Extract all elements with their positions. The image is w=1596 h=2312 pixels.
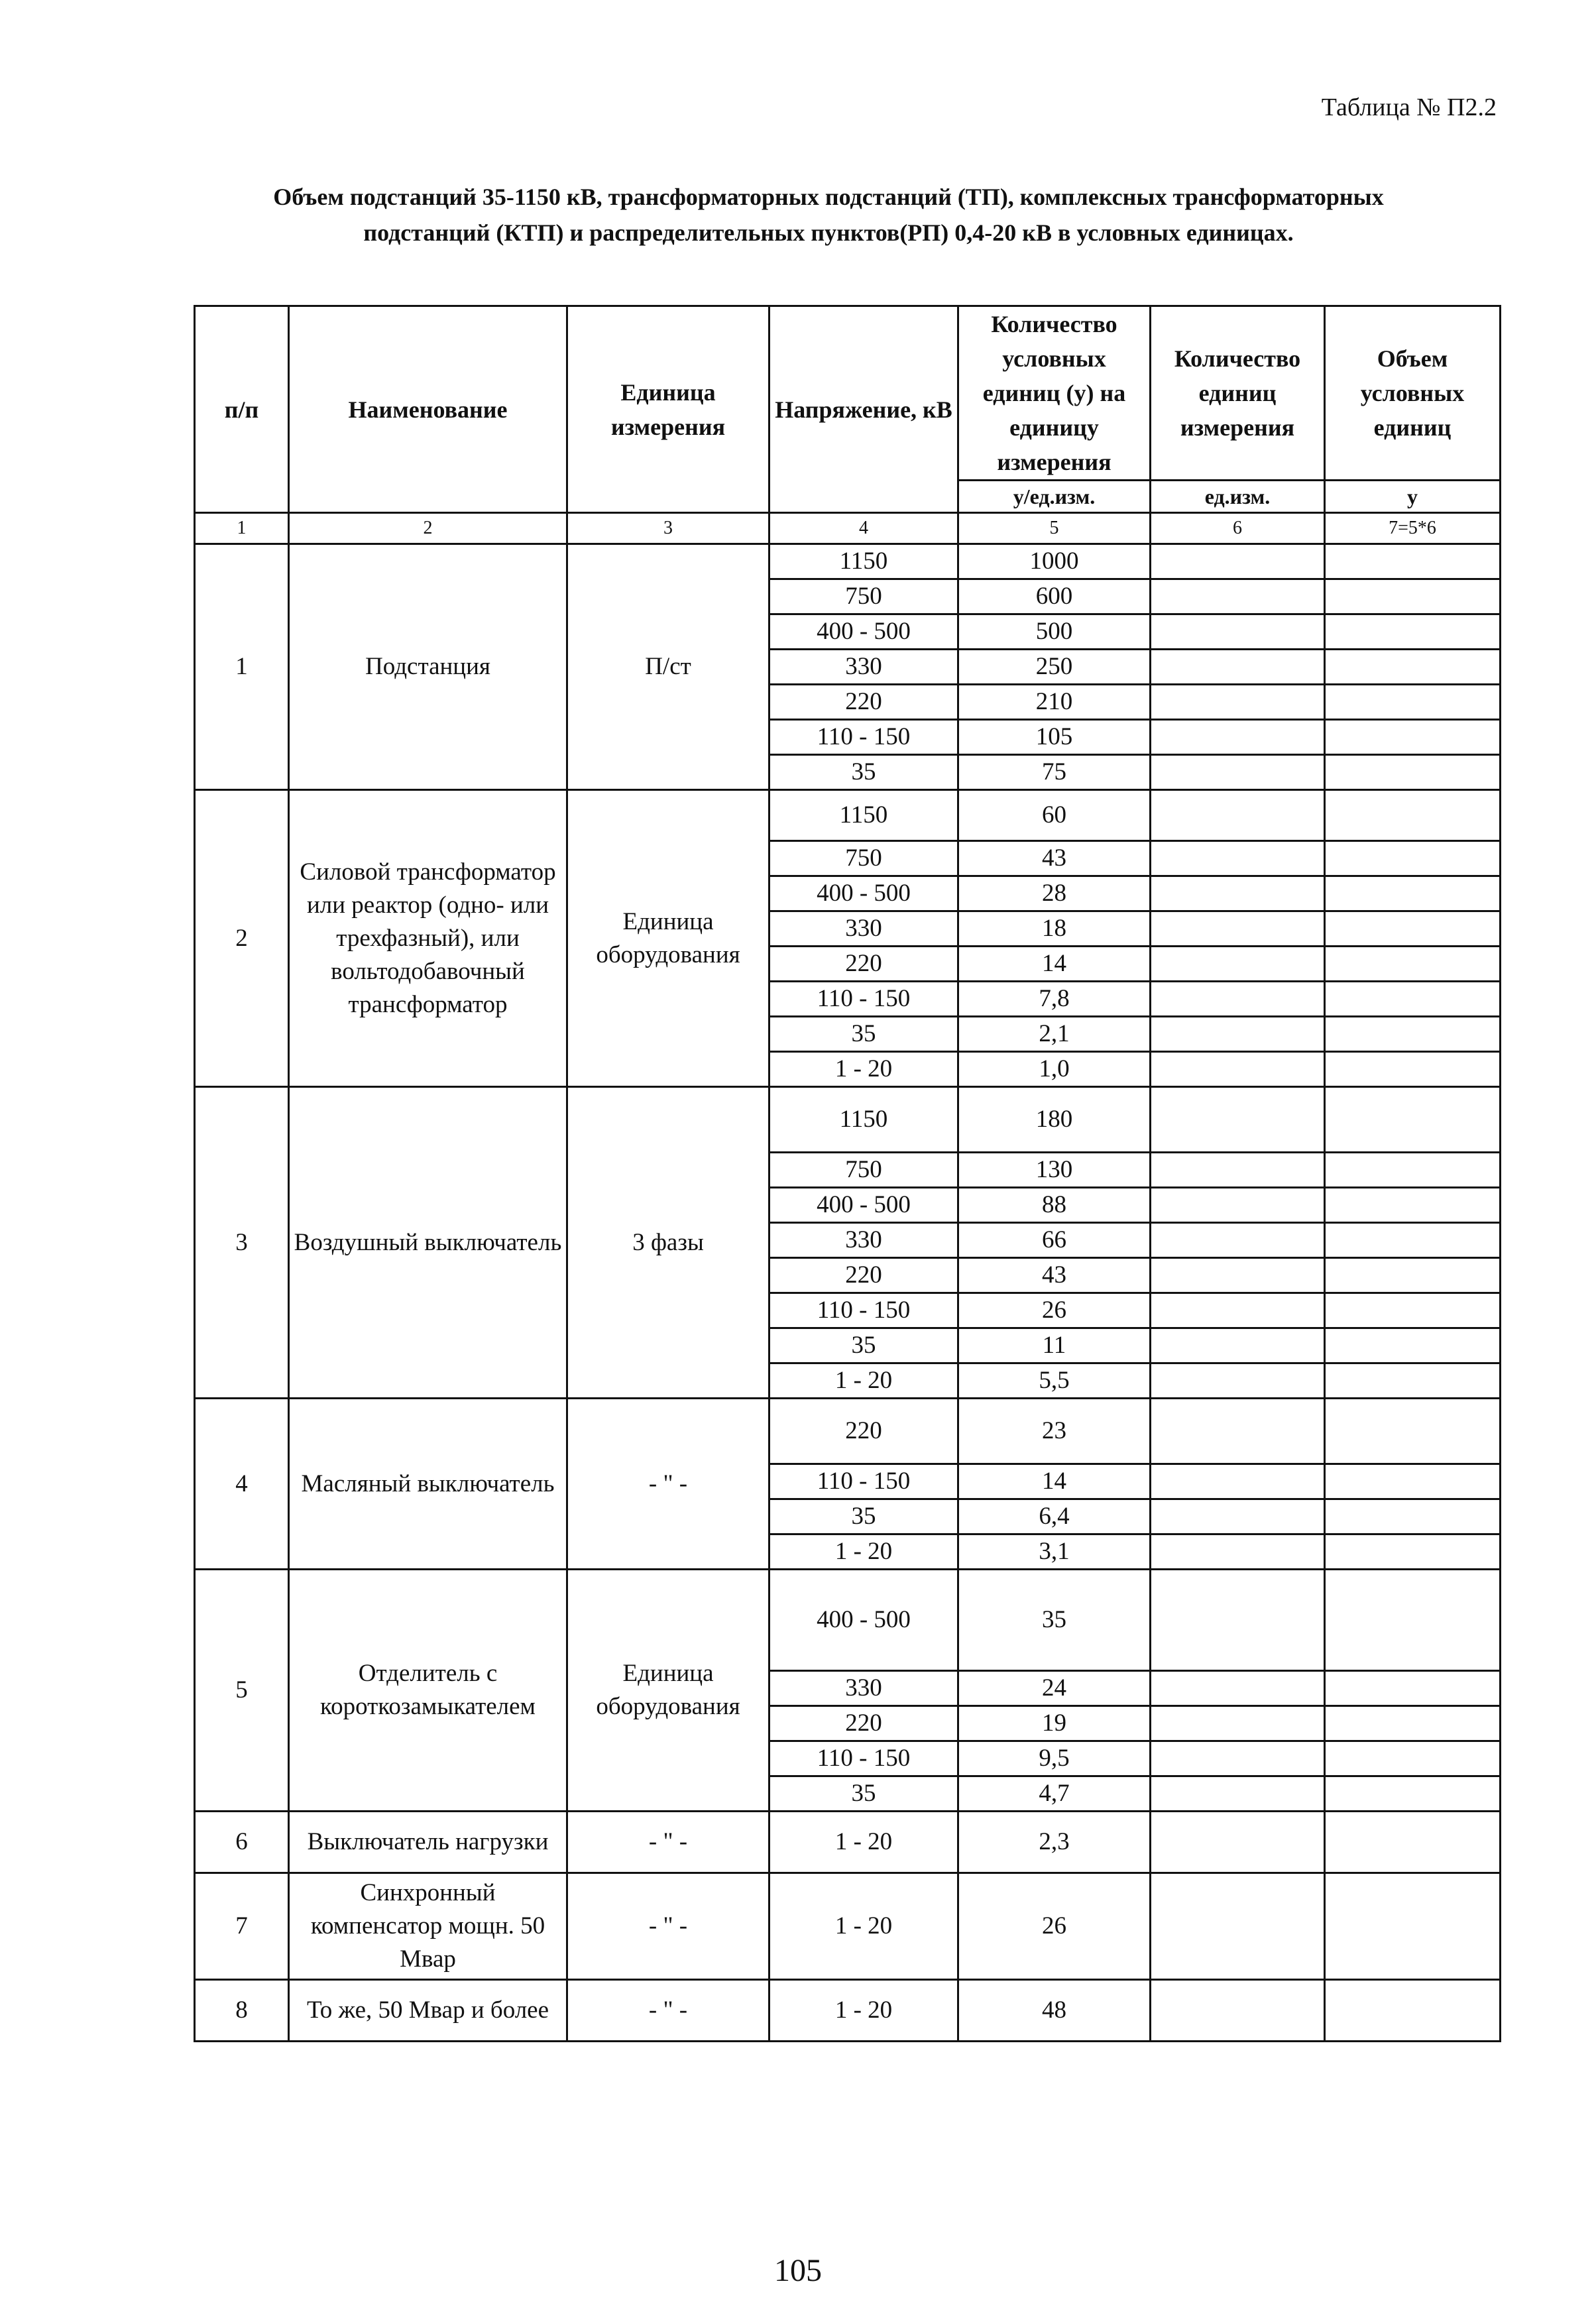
- volume-cell: [1325, 1293, 1501, 1328]
- count-cell: [1151, 1363, 1325, 1399]
- count-cell: [1151, 876, 1325, 911]
- volume-cell: [1325, 1464, 1501, 1499]
- volume-cell: [1325, 1363, 1501, 1399]
- count-cell: [1151, 1328, 1325, 1363]
- voltage-cell: 220: [770, 1258, 958, 1293]
- column-number: 5: [958, 513, 1151, 544]
- units-cell: 2,3: [958, 1812, 1151, 1873]
- count-cell: [1151, 1776, 1325, 1812]
- count-cell: [1151, 947, 1325, 982]
- volume-cell: [1325, 1873, 1501, 1980]
- voltage-cell: 35: [770, 1499, 958, 1534]
- units-cell: 250: [958, 650, 1151, 685]
- volume-cell: [1325, 579, 1501, 614]
- count-cell: [1151, 1017, 1325, 1052]
- units-cell: 5,5: [958, 1363, 1151, 1399]
- units-cell: 19: [958, 1706, 1151, 1741]
- subheader-units-per-measure: у/ед.изм.: [958, 481, 1151, 513]
- header-num: п/п: [195, 306, 289, 513]
- units-cell: 75: [958, 755, 1151, 790]
- voltage-cell: 35: [770, 1776, 958, 1812]
- header-voltage: Напряжение, кВ: [770, 306, 958, 513]
- voltage-cell: 220: [770, 1706, 958, 1741]
- volume-cell: [1325, 1671, 1501, 1706]
- voltage-cell: 1150: [770, 544, 958, 579]
- volume-cell: [1325, 1570, 1501, 1671]
- units-cell: 500: [958, 614, 1151, 650]
- row-unit: - " -: [567, 1399, 770, 1570]
- voltage-cell: 330: [770, 650, 958, 685]
- count-cell: [1151, 1570, 1325, 1671]
- volume-cell: [1325, 1223, 1501, 1258]
- units-cell: 6,4: [958, 1499, 1151, 1534]
- row-unit: - " -: [567, 1873, 770, 1980]
- voltage-cell: 330: [770, 911, 958, 947]
- count-cell: [1151, 1153, 1325, 1188]
- count-cell: [1151, 1706, 1325, 1741]
- volume-cell: [1325, 650, 1501, 685]
- row-name: Подстанция: [289, 544, 567, 790]
- count-cell: [1151, 1293, 1325, 1328]
- count-cell: [1151, 1464, 1325, 1499]
- count-cell: [1151, 1188, 1325, 1223]
- voltage-cell: 400 - 500: [770, 876, 958, 911]
- volume-cell: [1325, 720, 1501, 755]
- subheader-count: ед.изм.: [1151, 481, 1325, 513]
- row-unit: Единица оборудования: [567, 790, 770, 1087]
- volume-cell: [1325, 982, 1501, 1017]
- count-cell: [1151, 1534, 1325, 1570]
- count-cell: [1151, 790, 1325, 841]
- volume-cell: [1325, 1499, 1501, 1534]
- volume-cell: [1325, 1706, 1501, 1741]
- units-cell: 60: [958, 790, 1151, 841]
- column-number: 7=5*6: [1325, 513, 1501, 544]
- units-cell: 4,7: [958, 1776, 1151, 1812]
- units-cell: 43: [958, 841, 1151, 876]
- count-cell: [1151, 650, 1325, 685]
- voltage-cell: 110 - 150: [770, 1741, 958, 1776]
- volume-cell: [1325, 685, 1501, 720]
- count-cell: [1151, 982, 1325, 1017]
- column-number: 2: [289, 513, 567, 544]
- voltage-cell: 330: [770, 1671, 958, 1706]
- count-cell: [1151, 614, 1325, 650]
- volume-cell: [1325, 1812, 1501, 1873]
- row-number: 3: [195, 1087, 289, 1399]
- row-name: Выключатель нагрузки: [289, 1812, 567, 1873]
- count-cell: [1151, 1258, 1325, 1293]
- units-cell: 26: [958, 1873, 1151, 1980]
- count-cell: [1151, 579, 1325, 614]
- volume-cell: [1325, 911, 1501, 947]
- volume-cell: [1325, 876, 1501, 911]
- conditional-units-table: [194, 305, 1501, 2042]
- units-cell: 9,5: [958, 1741, 1151, 1776]
- units-cell: 26: [958, 1293, 1151, 1328]
- volume-cell: [1325, 614, 1501, 650]
- units-cell: 1,0: [958, 1052, 1151, 1087]
- voltage-cell: 220: [770, 1399, 958, 1464]
- voltage-cell: 330: [770, 1223, 958, 1258]
- count-cell: [1151, 544, 1325, 579]
- count-cell: [1151, 1087, 1325, 1153]
- row-name: Масляный выключатель: [289, 1399, 567, 1570]
- count-cell: [1151, 1741, 1325, 1776]
- count-cell: [1151, 685, 1325, 720]
- header-unit: Единица измерения: [567, 306, 770, 513]
- units-cell: 14: [958, 1464, 1151, 1499]
- page-number: 105: [774, 2253, 822, 2288]
- header-name: Наименование: [289, 306, 567, 513]
- volume-cell: [1325, 841, 1501, 876]
- row-name: Силовой трансформатор или реактор (одно- или трехфазный), или вольтодобавочный трансформатор: [289, 790, 567, 1087]
- voltage-cell: 750: [770, 1153, 958, 1188]
- volume-cell: [1325, 1258, 1501, 1293]
- voltage-cell: 35: [770, 1328, 958, 1363]
- volume-cell: [1325, 790, 1501, 841]
- row-name: Отделитель с короткозамыкателем: [289, 1570, 567, 1812]
- count-cell: [1151, 1980, 1325, 2042]
- voltage-cell: 110 - 150: [770, 1464, 958, 1499]
- count-cell: [1151, 1052, 1325, 1087]
- subheader-volume: у: [1325, 481, 1501, 513]
- volume-cell: [1325, 1188, 1501, 1223]
- units-cell: 1000: [958, 544, 1151, 579]
- title-line-2: подстанций (КТП) и распределительных пунктов(РП) 0,4-20 кВ в условных единицах.: [363, 219, 1294, 246]
- units-cell: 11: [958, 1328, 1151, 1363]
- units-cell: 105: [958, 720, 1151, 755]
- volume-cell: [1325, 1776, 1501, 1812]
- voltage-cell: 1 - 20: [770, 1363, 958, 1399]
- units-cell: 14: [958, 947, 1151, 982]
- voltage-cell: 220: [770, 947, 958, 982]
- volume-cell: [1325, 1153, 1501, 1188]
- units-cell: 130: [958, 1153, 1151, 1188]
- volume-cell: [1325, 947, 1501, 982]
- voltage-cell: 1150: [770, 1087, 958, 1153]
- units-cell: 28: [958, 876, 1151, 911]
- count-cell: [1151, 720, 1325, 755]
- voltage-cell: 1 - 20: [770, 1052, 958, 1087]
- volume-cell: [1325, 1328, 1501, 1363]
- voltage-cell: 1 - 20: [770, 1873, 958, 1980]
- voltage-cell: 1150: [770, 790, 958, 841]
- volume-cell: [1325, 544, 1501, 579]
- voltage-cell: 35: [770, 755, 958, 790]
- row-unit: П/ст: [567, 544, 770, 790]
- units-cell: 88: [958, 1188, 1151, 1223]
- volume-cell: [1325, 1052, 1501, 1087]
- column-number: 3: [567, 513, 770, 544]
- count-cell: [1151, 911, 1325, 947]
- count-cell: [1151, 1812, 1325, 1873]
- header-count: Количество единиц измерения: [1151, 306, 1325, 481]
- voltage-cell: 110 - 150: [770, 982, 958, 1017]
- voltage-cell: 400 - 500: [770, 1188, 958, 1223]
- header-volume: Объем условных единиц: [1325, 306, 1501, 481]
- count-cell: [1151, 1873, 1325, 1980]
- voltage-cell: 35: [770, 1017, 958, 1052]
- voltage-cell: 110 - 150: [770, 720, 958, 755]
- volume-cell: [1325, 1017, 1501, 1052]
- units-cell: 3,1: [958, 1534, 1151, 1570]
- voltage-cell: 400 - 500: [770, 614, 958, 650]
- row-number: 8: [195, 1980, 289, 2042]
- units-cell: 23: [958, 1399, 1151, 1464]
- units-cell: 48: [958, 1980, 1151, 2042]
- row-unit: - " -: [567, 1812, 770, 1873]
- voltage-cell: 110 - 150: [770, 1293, 958, 1328]
- document-title: [199, 179, 1458, 251]
- row-name: Воздушный выключатель: [289, 1087, 567, 1399]
- row-number: 4: [195, 1399, 289, 1570]
- row-unit: Единица оборудования: [567, 1570, 770, 1812]
- count-cell: [1151, 841, 1325, 876]
- volume-cell: [1325, 755, 1501, 790]
- table-label: Таблица № П2.2: [1321, 93, 1497, 121]
- column-number: 6: [1151, 513, 1325, 544]
- voltage-cell: 1 - 20: [770, 1812, 958, 1873]
- units-cell: 66: [958, 1223, 1151, 1258]
- volume-cell: [1325, 1534, 1501, 1570]
- units-cell: 2,1: [958, 1017, 1151, 1052]
- units-cell: 600: [958, 579, 1151, 614]
- volume-cell: [1325, 1980, 1501, 2042]
- column-number: 4: [770, 513, 958, 544]
- row-number: 7: [195, 1873, 289, 1980]
- count-cell: [1151, 1671, 1325, 1706]
- row-number: 6: [195, 1812, 289, 1873]
- voltage-cell: 750: [770, 579, 958, 614]
- voltage-cell: 1 - 20: [770, 1534, 958, 1570]
- voltage-cell: 400 - 500: [770, 1570, 958, 1671]
- units-cell: 210: [958, 685, 1151, 720]
- voltage-cell: 750: [770, 841, 958, 876]
- header-units-per-measure: Количество условных единиц (у) на единицу измерения: [958, 306, 1151, 481]
- row-name: Синхронный компенсатор мощн. 50 Мвар: [289, 1873, 567, 1980]
- units-cell: 180: [958, 1087, 1151, 1153]
- row-number: 5: [195, 1570, 289, 1812]
- row-number: 1: [195, 544, 289, 790]
- row-unit: - " -: [567, 1980, 770, 2042]
- count-cell: [1151, 1499, 1325, 1534]
- count-cell: [1151, 755, 1325, 790]
- units-cell: 18: [958, 911, 1151, 947]
- units-cell: 43: [958, 1258, 1151, 1293]
- title-line-1: Объем подстанций 35-1150 кВ, трансформаторных подстанций (ТП), комплексных трансформаторных: [273, 184, 1384, 210]
- volume-cell: [1325, 1399, 1501, 1464]
- voltage-cell: 220: [770, 685, 958, 720]
- units-cell: 35: [958, 1570, 1151, 1671]
- units-cell: 7,8: [958, 982, 1151, 1017]
- volume-cell: [1325, 1741, 1501, 1776]
- count-cell: [1151, 1223, 1325, 1258]
- voltage-cell: 1 - 20: [770, 1980, 958, 2042]
- row-unit: 3 фазы: [567, 1087, 770, 1399]
- units-cell: 24: [958, 1671, 1151, 1706]
- volume-cell: [1325, 1087, 1501, 1153]
- row-name: То же, 50 Мвар и более: [289, 1980, 567, 2042]
- column-number: 1: [195, 513, 289, 544]
- count-cell: [1151, 1399, 1325, 1464]
- row-number: 2: [195, 790, 289, 1087]
